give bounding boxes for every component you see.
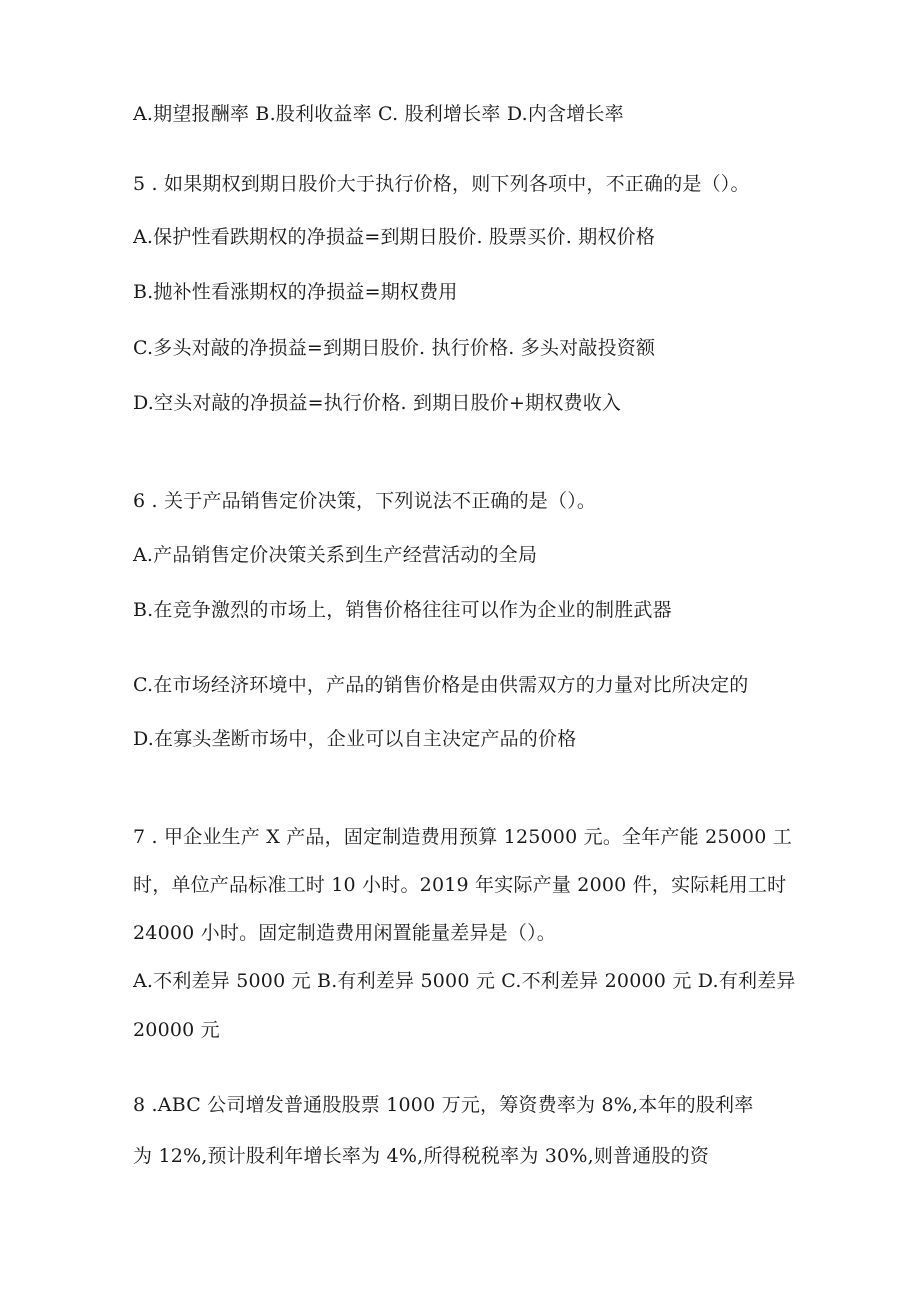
q8-stem-line-2: 为 12%,预计股利年增长率为 4%,所得税税率为 30%,则普通股的资 — [133, 1145, 710, 1167]
q7-options-line-1: A.不利差异 5000 元 B.有利差异 5000 元 C.不利差异 20000 元 D.有利差异 — [133, 970, 796, 992]
q6-option-c: C.在市场经济环境中，产品的销售价格是由供需双方的力量对比所决定的 — [133, 674, 749, 696]
q7-stem-line-2: 时，单位产品标准工时 10 小时。2019 年实际产量 2000 件，实际耗用工时 — [133, 874, 787, 896]
q6-option-b: B.在竞争激烈的市场上，销售价格往往可以作为企业的制胜武器 — [133, 599, 672, 621]
q5-option-a: A.保护性看跌期权的净损益=到期日股价. 股票买价. 期权价格 — [133, 226, 656, 248]
q6-option-d: D.在寡头垄断市场中，企业可以自主决定产品的价格 — [133, 728, 577, 750]
q5-option-b: B.抛补性看涨期权的净损益=期权费用 — [133, 281, 458, 303]
q5-stem: 5 . 如果期权到期日股价大于执行价格，则下列各项中，不正确的是（）。 — [133, 173, 750, 195]
q7-options-line-2: 20000 元 — [133, 1019, 220, 1041]
q7-stem-line-3: 24000 小时。固定制造费用闲置能量差异是（）。 — [133, 922, 556, 944]
q4-options: A.期望报酬率 B.股利收益率 C. 股利增长率 D.内含增长率 — [133, 103, 624, 125]
q8-stem-line-1: 8 .ABC 公司增发普通股股票 1000 万元，筹资费率为 8%,本年的股利率 — [133, 1094, 754, 1116]
q5-option-d: D.空头对敲的净损益=执行价格. 到期日股价+期权费收入 — [133, 392, 622, 414]
q6-option-a: A.产品销售定价决策关系到生产经营活动的全局 — [133, 544, 538, 566]
q7-stem-line-1: 7 . 甲企业生产 X 产品，固定制造费用预算 125000 元。全年产能 25000 工 — [133, 826, 792, 848]
q6-stem: 6 . 关于产品销售定价决策，下列说法不正确的是（）。 — [133, 490, 597, 512]
q5-option-c: C.多头对敲的净损益=到期日股价. 执行价格. 多头对敲投资额 — [133, 337, 656, 359]
